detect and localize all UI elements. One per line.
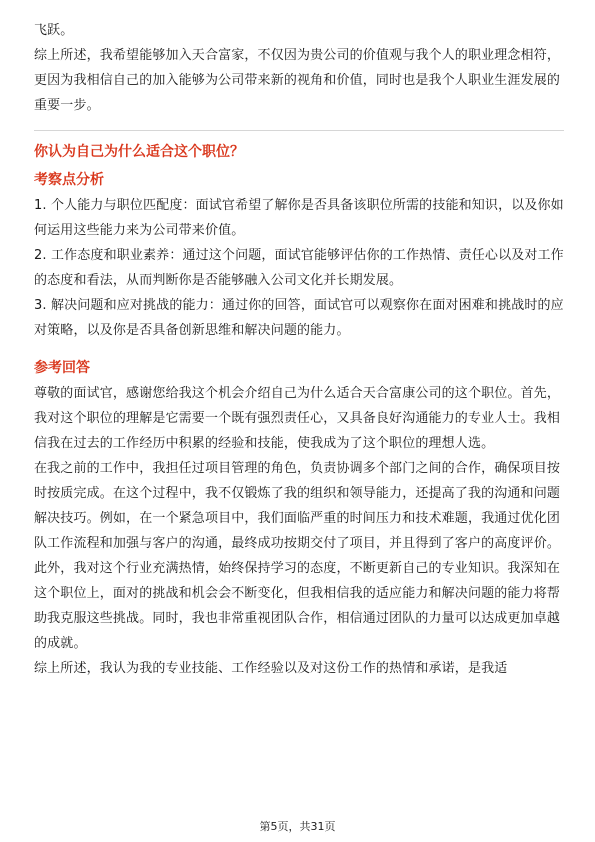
analysis-point: 2. 工作态度和职业素养：通过这个问题，面试官能够评估你的工作热情、责任心以及对工作的态度和看法，从而判断你是否能够融入公司文化并长期发展。 — [34, 248, 564, 288]
intro-tail-line: 飞跃。 — [34, 23, 74, 38]
spacer — [34, 343, 564, 355]
analysis-heading: 考察点分析 — [34, 172, 104, 188]
answer-paragraph: 尊敬的面试官，感谢您给我这个机会介绍自己为什么适合天合富康公司的这个职位。首先，我对这个职位的理解是它需要一个既有强烈责任心，又具备良好沟通能力的专业人士。我相信我在过去的工作经历中积累的经验和技能，使我成为了这个职位的理想人选。 — [34, 386, 561, 451]
page-footer: 第5页，共31页 — [259, 820, 336, 833]
analysis-point: 3. 解决问题和应对挑战的能力：通过你的回答，面试官可以观察你在面对困难和挑战时的应对策略，以及你是否具备创新思维和解决问题的能力。 — [34, 298, 564, 338]
section-divider — [34, 130, 564, 131]
document-page — [34, 18, 564, 681]
answer-paragraph: 综上所述，我认为我的专业技能、工作经验以及对这份工作的热情和承诺，是我适 — [34, 661, 508, 676]
intro-conclusion-paragraph: 综上所述，我希望能够加入天合富家，不仅因为贵公司的价值观与我个人的职业理念相符，更因为我相信自己的加入能够为公司带来新的视角和价值，同时也是我个人职业生涯发展的重要一步。 — [34, 48, 561, 113]
answer-paragraph: 在我之前的工作中，我担任过项目管理的角色，负责协调多个部门之间的合作，确保项目按时按质完成。在这个过程中，我不仅锻炼了我的组织和领导能力，还提高了我的沟通和问题解决技巧。例如，在一个紧急项目中，我们面临严重的时间压力和技术难题，我通过优化团队工作流程和加强与客户的沟通，最终成功按期交付了项目，并且得到了客户的高度评价。 — [34, 461, 561, 551]
answer-heading: 参考回答 — [34, 360, 90, 376]
answer-paragraph: 此外，我对这个行业充满热情，始终保持学习的态度，不断更新自己的专业知识。我深知在这个职位上，面对的挑战和机会会不断变化，但我相信我的适应能力和解决问题的能力将帮助我克服这些挑战。同时，我也非常重视团队合作，相信通过团队的力量可以达成更加卓越的成就。 — [34, 561, 561, 651]
question-heading: 你认为自己为什么适合这个职位？ — [34, 144, 244, 160]
analysis-point: 1. 个人能力与职位匹配度：面试官希望了解你是否具备该职位所需的技能和知识，以及你如何运用这些能力来为公司带来价值。 — [34, 198, 564, 238]
